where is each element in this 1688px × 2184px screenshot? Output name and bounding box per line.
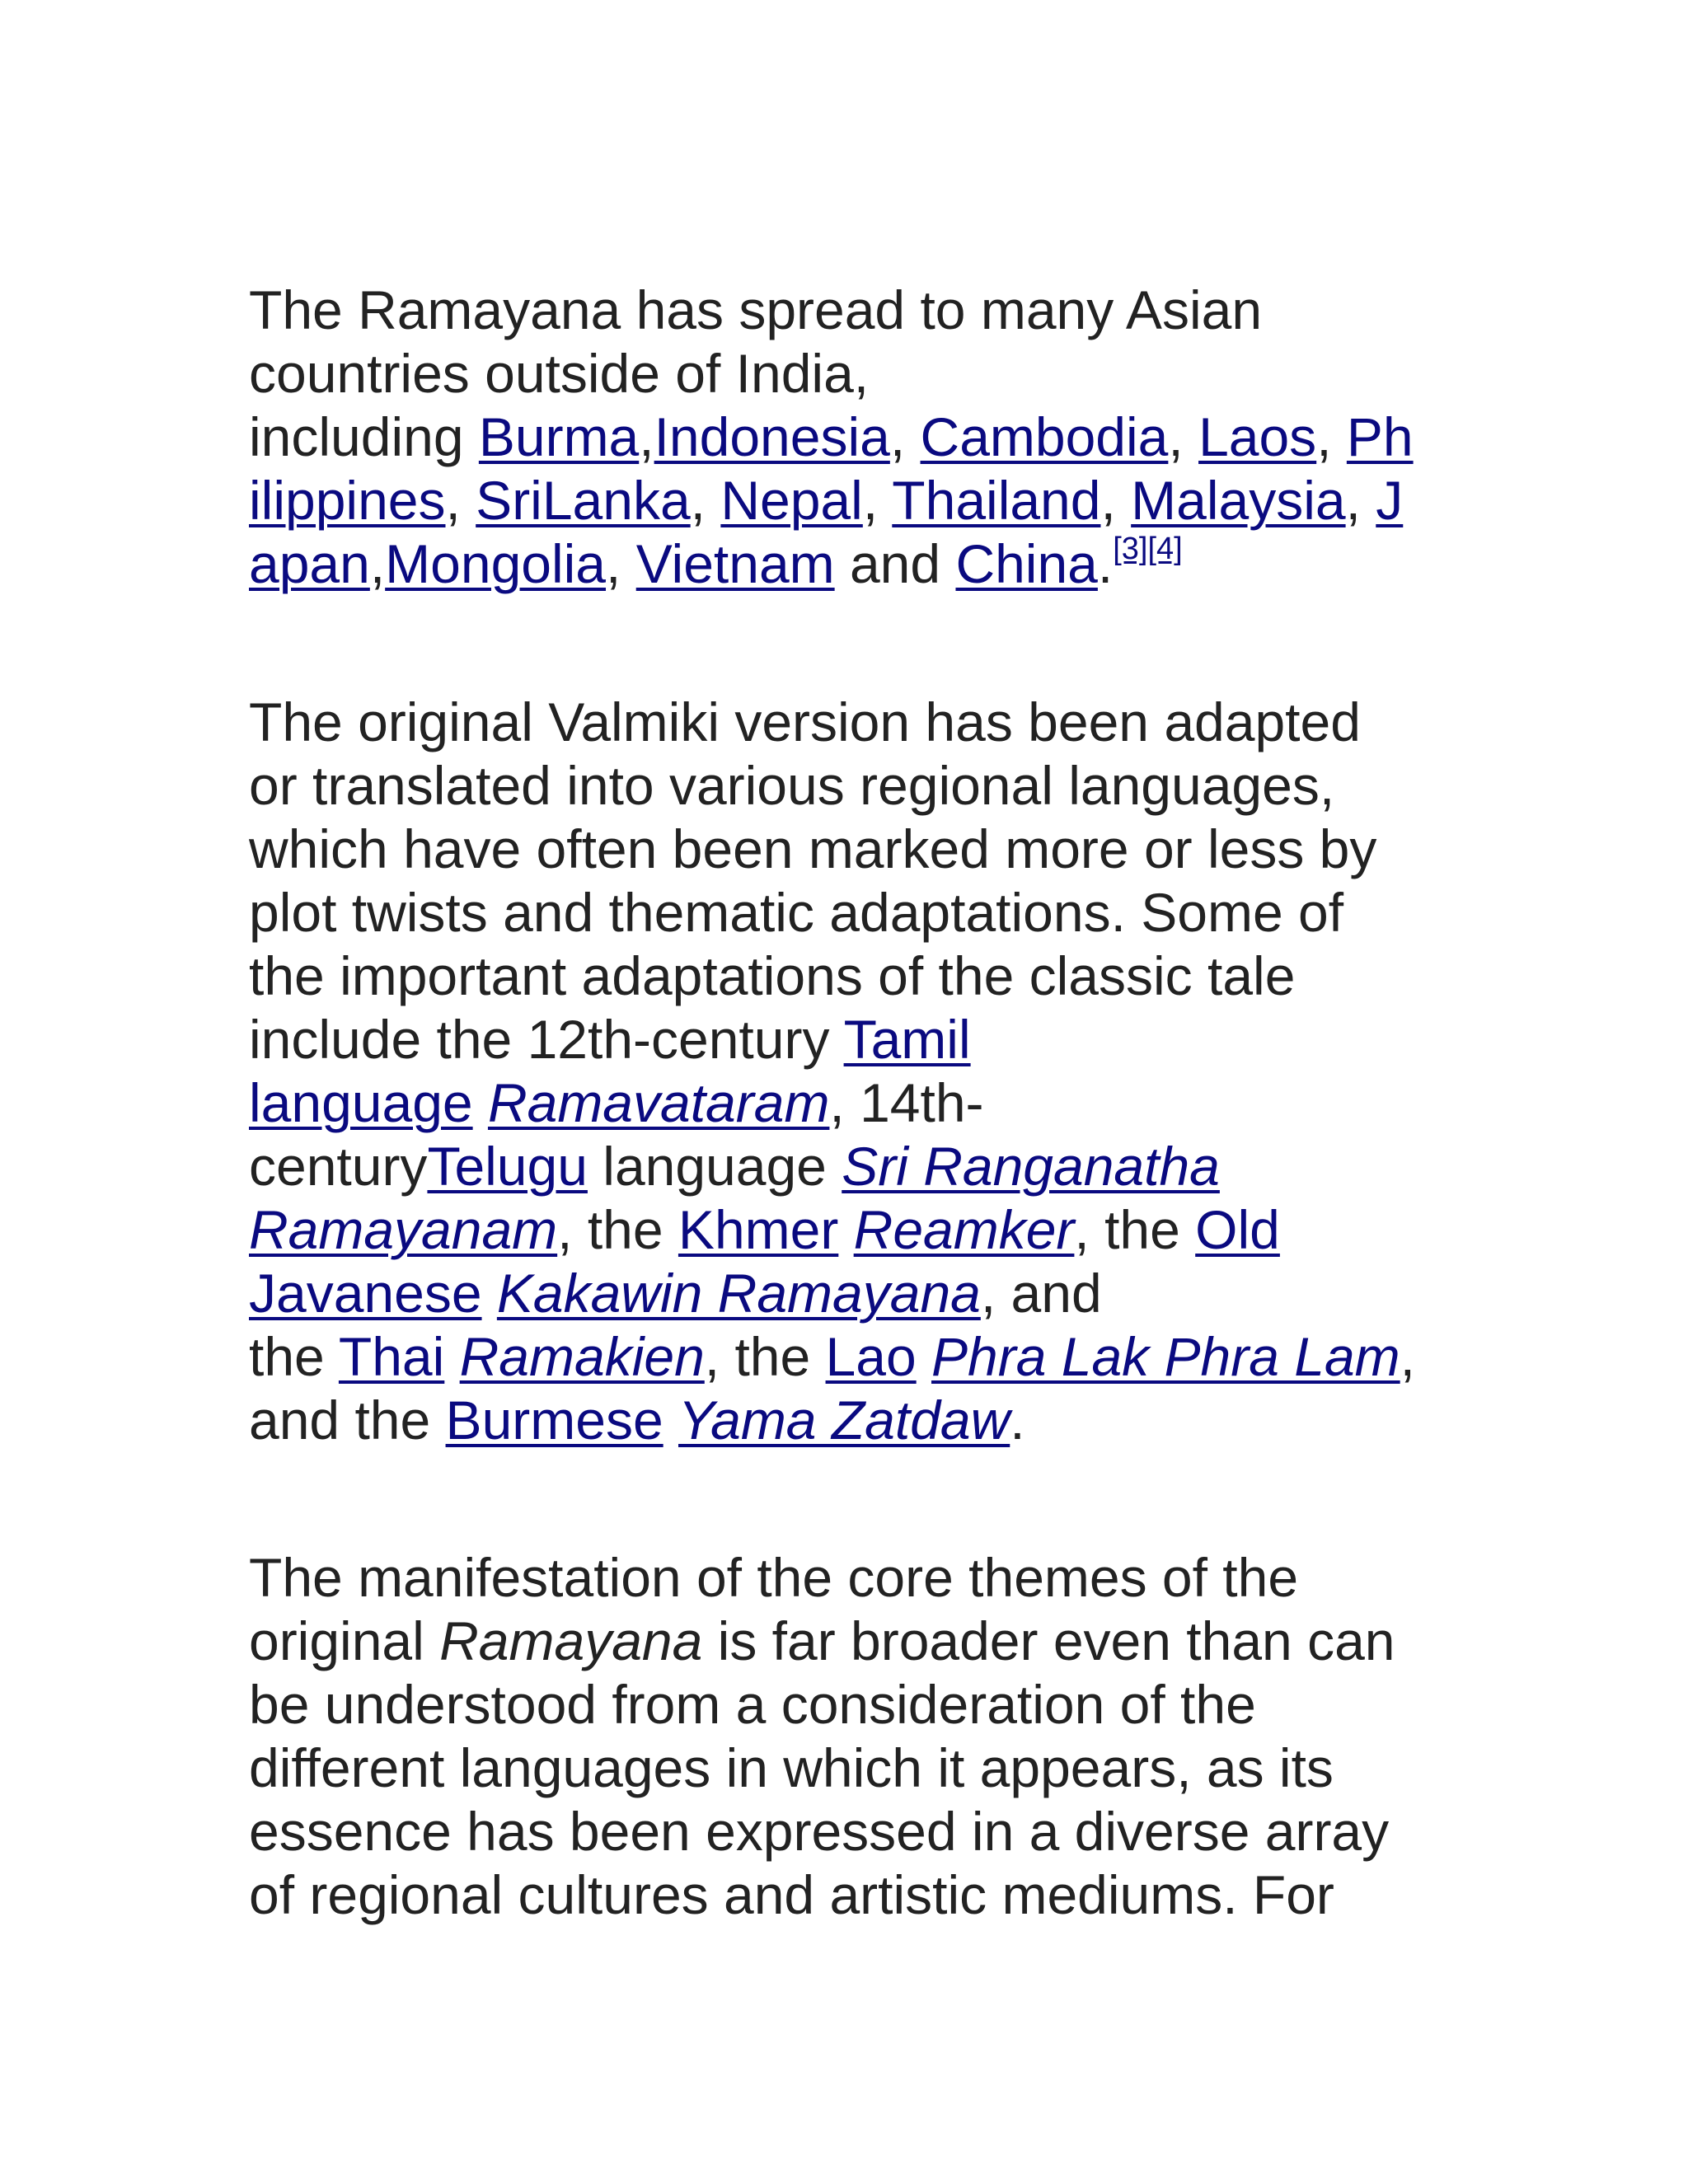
link-telugu[interactable]: Telugu — [427, 1136, 588, 1197]
paragraph-ramayana-spread — [249, 279, 1414, 596]
text-line: Javanese Kakawin Ramayana, and — [249, 1263, 1102, 1324]
text-line: of regional cultures and artistic mediums. For — [249, 1864, 1334, 1925]
link-ramavataram[interactable]: Ramavataram — [487, 1072, 830, 1133]
citation-refs — [1113, 532, 1183, 566]
link-reamker[interactable]: Reamker — [853, 1199, 1075, 1260]
link-cambodia[interactable]: Cambodia — [920, 406, 1169, 467]
text-line: be understood from a consideration of the — [249, 1674, 1256, 1735]
text-line: centuryTelugu language Sri Ranganatha — [249, 1136, 1220, 1197]
text-line: plot twists and thematic adaptations. Some of — [249, 882, 1344, 943]
text-line: original Ramayana is far broader even than can — [249, 1610, 1395, 1671]
link-sri-ranganatha-ramayanam[interactable]: Sri Ranganatha — [842, 1136, 1220, 1197]
link-nepal[interactable]: Nepal — [720, 470, 863, 531]
link-tamil-language[interactable]: language — [249, 1072, 473, 1133]
link-china[interactable]: China — [955, 533, 1098, 594]
link-thailand[interactable]: Thailand — [892, 470, 1101, 531]
text-line: include the 12th-century Tamil — [249, 1009, 971, 1070]
link-burmese[interactable]: Burmese — [445, 1390, 663, 1451]
link-thai[interactable]: Thai — [338, 1326, 445, 1387]
link-lao[interactable]: Lao — [825, 1326, 917, 1387]
text-line: The manifestation of the core themes of the — [249, 1547, 1299, 1608]
link-indonesia[interactable]: Indonesia — [654, 406, 890, 467]
link-philippines[interactable]: ilippines — [249, 470, 446, 531]
text-line: and the Burmese Yama Zatdaw. — [249, 1390, 1025, 1451]
text-line: or translated into various regional languages, — [249, 755, 1335, 816]
link-philippines[interactable]: Ph — [1346, 406, 1414, 467]
text-line: Ramayanam, the Khmer Reamker, the Old — [249, 1199, 1280, 1260]
text-line: the important adaptations of the classic tale — [249, 945, 1296, 1006]
text-line: apan,Mongolia, Vietnam and China.[3][4] — [249, 532, 1183, 594]
link-ramakien[interactable]: Ramakien — [459, 1326, 705, 1387]
link-japan[interactable]: apan — [249, 533, 370, 594]
link-sri-ranganatha-ramayanam[interactable]: Ramayanam — [249, 1199, 558, 1260]
link-laos[interactable]: Laos — [1198, 406, 1317, 467]
link-burma[interactable]: Burma — [478, 406, 640, 467]
link-srilanka[interactable]: SriLanka — [476, 470, 691, 531]
text-line: essence has been expressed in a diverse array — [249, 1801, 1390, 1862]
paragraph-core-themes — [249, 1546, 1395, 1927]
text-line: which have often been marked more or less by — [249, 818, 1377, 879]
text-line: the Thai Ramakien, the Lao Phra Lak Phra Lam, — [249, 1326, 1415, 1387]
link-yama-zatdaw[interactable]: Yama Zatdaw — [678, 1390, 1010, 1451]
citation-3[interactable]: [3] — [1113, 532, 1148, 566]
link-mongolia[interactable]: Mongolia — [385, 533, 607, 594]
link-old-javanese[interactable]: Old — [1195, 1199, 1280, 1260]
paragraph-adaptations — [249, 691, 1415, 1452]
link-tamil-language[interactable]: Tamil — [843, 1009, 971, 1070]
text-line: including Burma,Indonesia, Cambodia, Laos, Ph — [249, 406, 1414, 467]
text-line: countries outside of India, — [249, 343, 870, 404]
text-line: The Ramayana has spread to many Asian — [249, 279, 1263, 340]
text-line: language Ramavataram, 14th- — [249, 1072, 984, 1133]
link-old-javanese[interactable]: Javanese — [249, 1263, 482, 1324]
link-phra-lak-phra-lam[interactable]: Phra Lak Phra Lam — [931, 1326, 1400, 1387]
citation-4[interactable]: [4] — [1147, 532, 1183, 566]
link-khmer[interactable]: Khmer — [678, 1199, 839, 1260]
link-malaysia[interactable]: Malaysia — [1131, 470, 1346, 531]
link-kakawin-ramayana[interactable]: Kakawin Ramayana — [496, 1263, 981, 1324]
text-line: ilippines, SriLanka, Nepal, Thailand, Malaysia, J — [249, 470, 1404, 531]
link-vietnam[interactable]: Vietnam — [635, 533, 835, 594]
text-line: The original Valmiki version has been adapted — [249, 691, 1361, 752]
text-line: different languages in which it appears, as its — [249, 1737, 1334, 1798]
link-japan[interactable]: J — [1376, 470, 1404, 531]
